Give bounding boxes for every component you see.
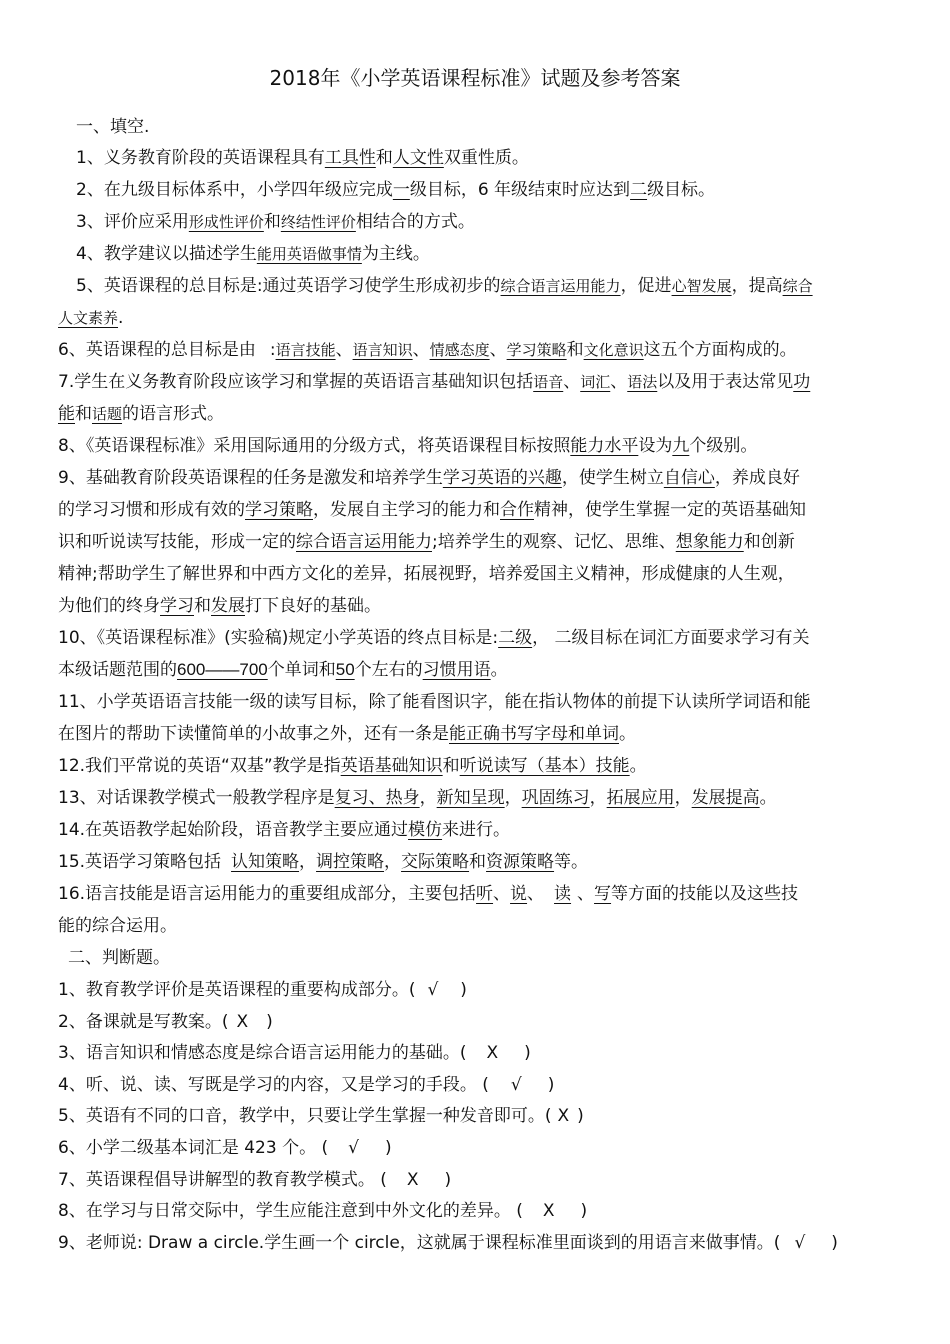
true-false-answer: √ — [348, 1138, 359, 1158]
answer: 语法 — [627, 373, 658, 391]
section-heading-true-false: 二、判断题。 — [68, 948, 170, 968]
answer: 综合语言运用能力 — [500, 277, 621, 295]
answer: 发展 — [211, 596, 245, 616]
true-false-statement: 9、老师说: Draw a circle.学生画一个 circle，这就属于课程标准里面谈到的用语言来做事情。( — [58, 1232, 781, 1253]
answer: 新知呈现 — [436, 788, 505, 808]
answer: 语言技能 — [275, 341, 336, 359]
true-false-item — [58, 1038, 531, 1068]
answer: 交际策略 — [401, 852, 470, 872]
question-4: 4、教学建议以描述学生能用英语做事情为主线。 — [76, 244, 430, 264]
section-heading-fill-in: 一、填空. — [76, 117, 150, 137]
page-title: 2018年《小学英语课程标准》试题及参考答案 — [269, 66, 681, 90]
question-9-line3: 识和听说读写技能，形成一定的综合语言运用能力;培养学生的观察、记忆、思维、想象能力和创新 — [58, 532, 795, 552]
answer: 人文素养 — [58, 309, 119, 327]
answer: 一 — [392, 180, 410, 200]
answer: 学习 — [160, 596, 194, 616]
question-11-line2: 在图片的帮助下读懂简单的小故事之外，还有一条是能正确书写字母和单词。 — [58, 724, 636, 744]
question-7-line2: 能和话题的语言形式。 — [58, 404, 225, 424]
question-10-line2: 本级话题范围的600——700个单词和50个左右的习惯用语。 — [58, 660, 508, 680]
true-false-answer: √ — [510, 1074, 522, 1095]
true-false-statement: 3、语言知识和情感态度是综合语言运用能力的基础。( — [58, 1043, 467, 1064]
true-false-close: ) — [384, 1138, 392, 1158]
true-false-item — [58, 1165, 451, 1195]
true-false-item — [58, 1101, 584, 1131]
question-9-line1: 9、基础教育阶段英语课程的任务是激发和培养学生学习英语的兴趣，使学生树立自信心，养成良好 — [58, 468, 800, 488]
question-2: 2、在九级目标体系中，小学四年级应完成一级目标，6 年级结束时应达到二级目标。 — [76, 180, 716, 200]
true-false-item — [58, 1196, 587, 1226]
answer: 话题 — [92, 405, 123, 423]
answer: 说 — [510, 884, 528, 904]
true-false-answer: √ — [794, 1232, 806, 1253]
answer: 想象能力 — [675, 532, 744, 552]
true-false-close: ) — [266, 1011, 273, 1032]
answer: 能正确书写字母和单词 — [449, 724, 619, 744]
answer: 语言知识 — [352, 341, 413, 359]
answer: 600——700 — [177, 660, 268, 679]
question-5-line1: 5、英语课程的总目标是:通过英语学习使学生形成初步的综合语言运用能力，促进心智发展，提高综合 — [76, 276, 813, 296]
true-false-statement: 8、在学习与日常交际中，学生应能注意到中外文化的差异。 ( — [58, 1201, 523, 1222]
answer: 能用英语做事情 — [256, 245, 362, 263]
answer: 语音 — [533, 373, 564, 391]
answer: 综合 — [782, 277, 813, 295]
true-false-statement: 5、英语有不同的口音，教学中，只要让学生掌握一种发音即可。( — [58, 1106, 552, 1127]
true-false-answer: X — [236, 1011, 249, 1032]
answer: 九 — [672, 436, 690, 456]
true-false-statement: 2、备课就是写教案。( — [58, 1011, 229, 1032]
true-false-close: ) — [547, 1074, 555, 1095]
question-11-line1: 11、小学英语语言技能一级的读写目标，除了能看图识字，能在指认物体的前提下认读所学词语和能 — [58, 692, 811, 712]
answer: 综合语言运用能力 — [296, 532, 432, 552]
answer: 二 — [630, 180, 648, 200]
question-9-line2: 的学习习惯和形成有效的学习策略，发展自主学习的能力和合作精神，使学生掌握一定的英语基础知 — [58, 500, 806, 520]
true-false-answer: X — [486, 1043, 499, 1064]
answer: 二级 — [498, 628, 533, 648]
true-false-close: ) — [831, 1232, 838, 1253]
answer: 文化意识 — [583, 341, 644, 359]
answer: 学习英语的兴趣 — [442, 468, 562, 488]
question-5-line2: 人文素养. — [58, 308, 124, 328]
true-false-statement: 4、听、说、读、写既是学习的内容，又是学习的手段。 ( — [58, 1074, 489, 1095]
answer: 人文性 — [392, 148, 444, 168]
question-16-line1: 16.语言技能是语言运用能力的重要组成部分，主要包括听、说、 读 、写等方面的技能以及这些技 — [58, 884, 799, 904]
true-false-item — [58, 975, 467, 1005]
answer: 词汇 — [580, 373, 611, 391]
answer: 发展提高 — [691, 788, 760, 808]
question-7-line1: 7.学生在义务教育阶段应该学习和掌握的英语语言基础知识包括语音、词汇、语法以及用于表达常见功 — [58, 372, 811, 392]
answer: 写 — [594, 884, 612, 904]
question-8: 8、《英语课程标准》采用国际通用的分级方式，将英语课程目标按照能力水平设为九个级别。 — [58, 436, 758, 456]
answer: 学习策略 — [506, 341, 567, 359]
true-false-close: ) — [444, 1169, 452, 1190]
question-9-line4: 精神;帮助学生了解世界和中西方文化的差异，拓展视野，培养爱国主义精神，形成健康的人生观， — [58, 564, 795, 584]
answer: 认知策略 — [231, 852, 300, 872]
true-false-close: ) — [460, 980, 467, 1000]
answer: 习惯用语 — [422, 660, 491, 680]
question-10-line1: 10、《英语课程标准》(实验稿)规定小学英语的终点目标是:二级， 二级目标在词汇方面要求学习有关 — [58, 628, 810, 648]
true-false-close: ) — [577, 1106, 584, 1127]
answer: 学习策略 — [245, 500, 313, 520]
answer: 听说读写（基本）技能 — [459, 756, 630, 776]
true-false-close: ) — [524, 1043, 531, 1064]
question-1: 1、义务教育阶段的英语课程具有工具性和人文性双重性质。 — [76, 148, 529, 168]
answer: 工具性 — [324, 148, 376, 168]
true-false-statement: 1、教育教学评价是英语课程的重要构成部分。( — [58, 980, 416, 1000]
answer: 拓展应用 — [606, 788, 675, 808]
answer: 英语基础知识 — [340, 756, 443, 776]
answer: 巩固练习 — [521, 788, 590, 808]
question-3: 3、评价应采用形成性评价和终结性评价相结合的方式。 — [76, 212, 475, 232]
answer: 50 — [335, 660, 355, 679]
true-false-answer: X — [542, 1201, 555, 1222]
question-15: 15.英语学习策略包括 认知策略，调控策略，交际策略和资源策略等。 — [58, 852, 589, 872]
answer: 能力水平 — [570, 436, 639, 456]
true-false-item — [58, 1007, 273, 1037]
answer: 调控策略 — [316, 852, 385, 872]
answer: 终结性评价 — [280, 213, 356, 231]
answer: 自信心 — [663, 468, 715, 488]
answer: 复习、热身 — [334, 788, 420, 808]
true-false-statement: 7、英语课程倡导讲解型的教育教学模式。 ( — [58, 1169, 387, 1190]
true-false-answer: √ — [427, 980, 439, 1000]
question-6: 6、英语课程的总目标是由 :语言技能、语言知识、情感态度、学习策略和文化意识这五个方面构成的。 — [58, 340, 797, 360]
answer: 合作 — [500, 500, 534, 520]
true-false-answer: X — [557, 1106, 570, 1127]
true-false-statement: 6、小学二级基本词汇是 423 个。 ( — [58, 1138, 329, 1158]
true-false-item — [58, 1070, 554, 1100]
true-false-item — [58, 1228, 838, 1258]
answer: 心智发展 — [671, 277, 732, 295]
answer: 资源策略 — [486, 852, 555, 872]
answer: 能 — [58, 404, 75, 424]
answer: 读 — [554, 884, 572, 904]
question-16-line2: 能的综合运用。 — [58, 916, 177, 936]
answer: 模仿 — [408, 820, 443, 840]
question-14: 14.在英语教学起始阶段，语音教学主要应通过模仿来进行。 — [58, 820, 511, 840]
true-false-item — [58, 1133, 392, 1163]
question-13: 13、对话课教学模式一般教学程序是复习、热身，新知呈现，巩固练习，拓展应用，发展提高。 — [58, 788, 777, 808]
true-false-close: ) — [580, 1201, 588, 1222]
answer: 情感态度 — [429, 341, 490, 359]
answer: 功 — [793, 372, 811, 392]
true-false-answer: X — [406, 1169, 419, 1190]
question-12: 12.我们平常说的英语“双基”教学是指英语基础知识和听说读写（基本）技能。 — [58, 756, 647, 776]
question-9-line5: 为他们的终身学习和发展打下良好的基础。 — [58, 596, 381, 616]
answer: 形成性评价 — [188, 213, 264, 231]
answer: 听 — [476, 884, 494, 904]
